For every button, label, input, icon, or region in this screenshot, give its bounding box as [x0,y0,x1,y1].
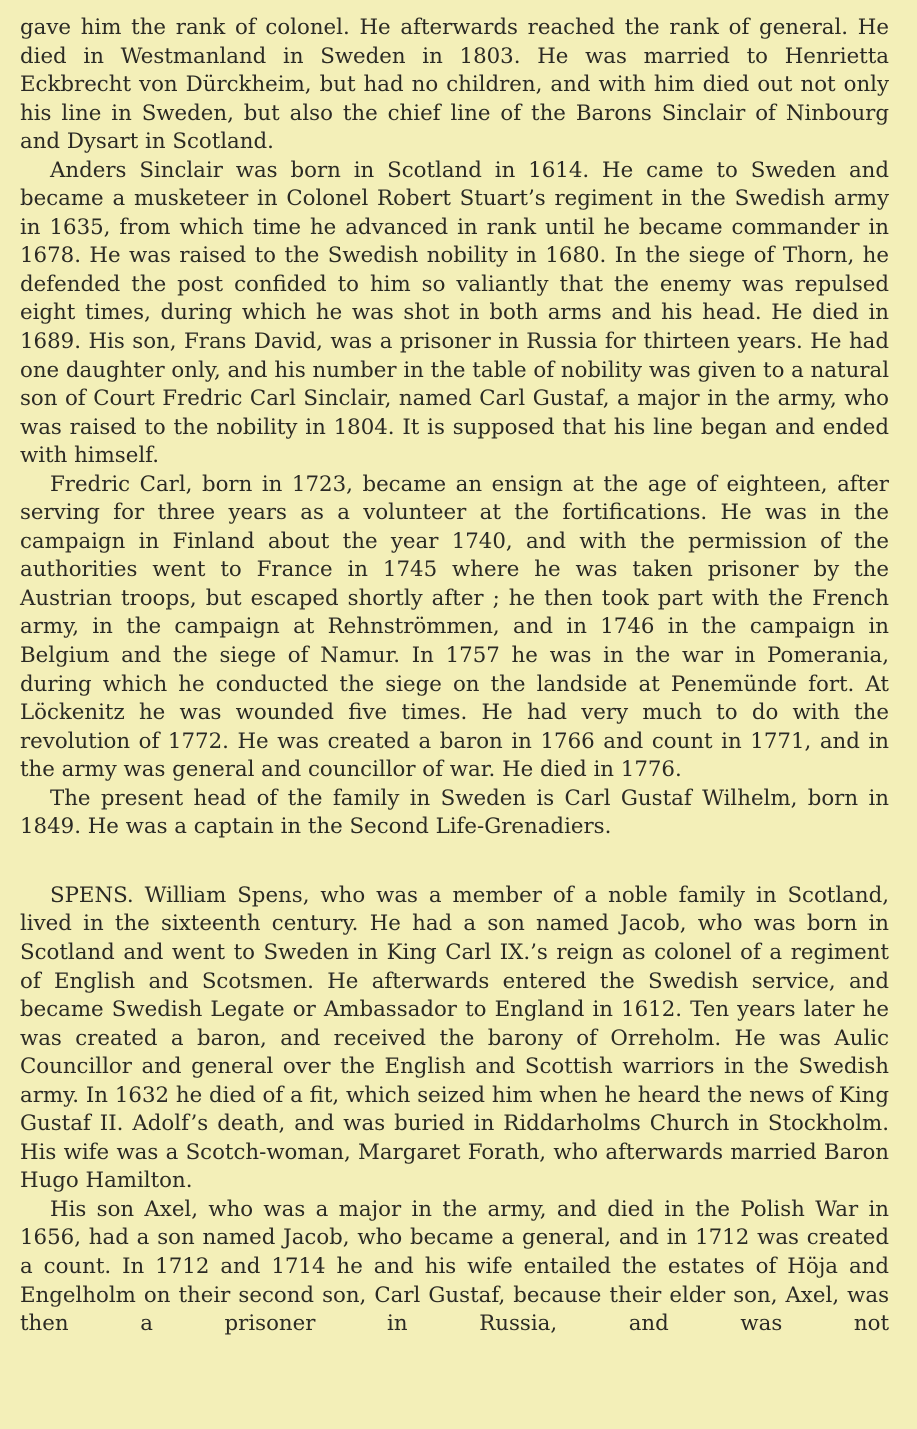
section-divider-space [20,842,889,882]
paragraph-fredric-carl: Fredric Carl, born in 1723, became an ensign at the age of eighteen, after serving for three years as a volunteer at the fortifications. He was in the campaign in Finland about the year 1740, and with the permission of the authorities went to France in 1745 where he was taken prisoner by the Austrian troops, but escaped shortly after ; he then took part with the French army, in the campaign at Rehnströmmen, and in 1746 in the campaign in Belgium and the siege of Namur. In 1757 he was in the war in Pomerania, during which he conducted the siege on the landside at Penemünde fort. At Löckenitz he was wounded five times. He had very much to do with the revolution of 1772. He was created a baron in 1766 and count in 1771, and in the army was general and councillor of war. He died in 1776. [20,471,889,783]
paragraph-spens-family: SPENS. William Spens, who was a member of a noble family in Scotland, lived in the sixteenth century. He had a son named Jacob, who was born in Scotland and went to Sweden in King Carl IX.’s reign as colonel of a regiment of English and Scotsmen. He afterwards entered the Swedish service, and became Swedish Legate or Ambassador to England in 1612. Ten years later he was created a baron, and received the barony of Orreholm. He was Aulic Councillor and general over the English and Scottish warriors in the Swedish army. In 1632 he died of a fit, which seized him when he heard the news of King Gustaf II. Adolf’s death, and was buried in Riddarholms Church in Stockholm. His wife was a Scotch-woman, Margaret Forath, who afterwards married Baron Hugo Hamilton. [20,882,889,1194]
paragraph-present-head: The present head of the family in Sweden is Carl Gustaf Wilhelm, born in 1849. He was a captain in the Second Life-Grenadiers. [20,785,889,840]
paragraph-sinclair-colonel: gave him the rank of colonel. He afterwards reached the rank of general. He died in Westmanland in Sweden in 1803. He was married to Henrietta Eckbrecht von Dürckheim, but had no children, and with him died out not only his line in Sweden, but also the chief line of the Barons Sinclair of Ninbourg and Dysart in Scotland. [20,15,889,155]
paragraph-axel-spens: His son Axel, who was a major in the army, and died in the Polish War in 1656, had a son named Jacob, who became a general, and in 1712 was created a count. In 1712 and 1714 he and his wife entailed the estates of Höja and Engelholm on their second son, Carl Gustaf, because their elder son, Axel, was then a prisoner in Russia, and was not [20,1196,889,1337]
paragraph-anders-sinclair: Anders Sinclair was born in Scotland in 1614. He came to Sweden and became a musketeer in Colonel Robert Stuart’s regiment in the Swedish army in 1635, from which time he advanced in rank until he became commander in 1678. He was raised to the Swedish nobility in 1680. In the siege of Thorn, he defended the post confided to him so valiantly that the enemy was repulsed eight times, during which he was shot in both arms and his head. He died in 1689. His son, Frans David, was a prisoner in Russia for thirteen years. He had one daughter only, and his number in the table of nobility was given to a natural son of Court Fredric Carl Sinclair, named Carl Gustaf, a major in the army, who was raised to the nobility in 1804. It is supposed that his line began and ended with himself. [20,157,890,469]
